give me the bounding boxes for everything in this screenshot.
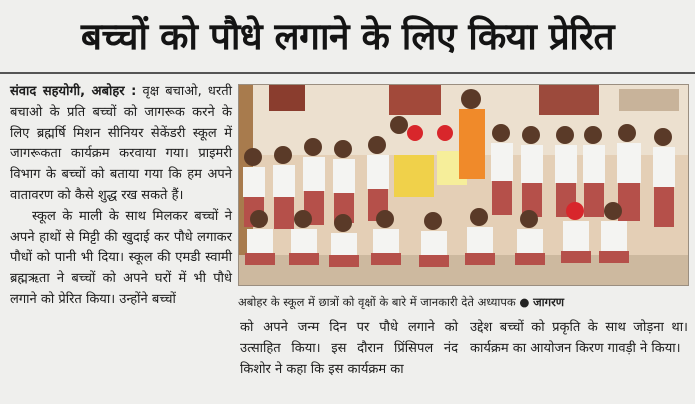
article-paragraph-2: स्कूल के माली के साथ मिलकर बच्चों ने अपने हाथों से मिट्टी की खुदाई कर पौधे लगाकर पौधों को पानी भी दिया। स्कूल की एमडी स्वामी ब्रह्मऋता ने बच्चों को अपने घरों में भी पौधे लगाने को प्रेरित किया। उन्होंने बच्चों — [10, 208, 232, 307]
article-column-3-text: उद्देश बच्चों को प्रकृति के साथ जोड़ना था। कार्यक्रम का आयोजन किरण गावड़ी ने किया। — [470, 320, 688, 356]
credit-bullet: ● — [519, 295, 530, 309]
photo-caption — [238, 292, 690, 312]
article-paragraph-1-text: वृक्ष बचाओ, धरती बचाओ के प्रति बच्चों को जागरूक करने के लिए ब्रह्मर्षि मिशन सीनियर सेकेंडरी स्कूल में जागरूकता कार्यक्रम करवाया गया। प्राइमरी विभाग के बच्चों को बताया गया कि हम अपने वातावरण को कैसे शुद्ध रख सकते हैं। — [10, 84, 232, 203]
news-photo — [238, 84, 689, 286]
article-column-3 — [470, 318, 688, 360]
photo-credit: जागरण — [533, 295, 565, 309]
article-paragraph-1 — [10, 82, 232, 207]
byline: संवाद सहयोगी, अबोहर : — [10, 84, 137, 99]
article-column-1 — [10, 82, 232, 311]
photo-caption-text: अबोहर के स्कूल में छात्रों को वृक्षों के बारे में जानकारी देते अध्यापक — [238, 295, 516, 309]
article-column-2 — [240, 318, 458, 380]
article-column-2-text: को अपने जन्म दिन पर पौधे लगाने को उत्साहित किया। इस दौरान प्रिंसिपल नंद किशोर ने कहा कि इस कार्यक्रम का — [240, 320, 458, 377]
headline-rule — [0, 72, 695, 74]
headline: बच्चों को पौधे लगाने के लिए किया प्रेरित — [80, 15, 615, 58]
news-photo-illustration — [239, 85, 688, 285]
